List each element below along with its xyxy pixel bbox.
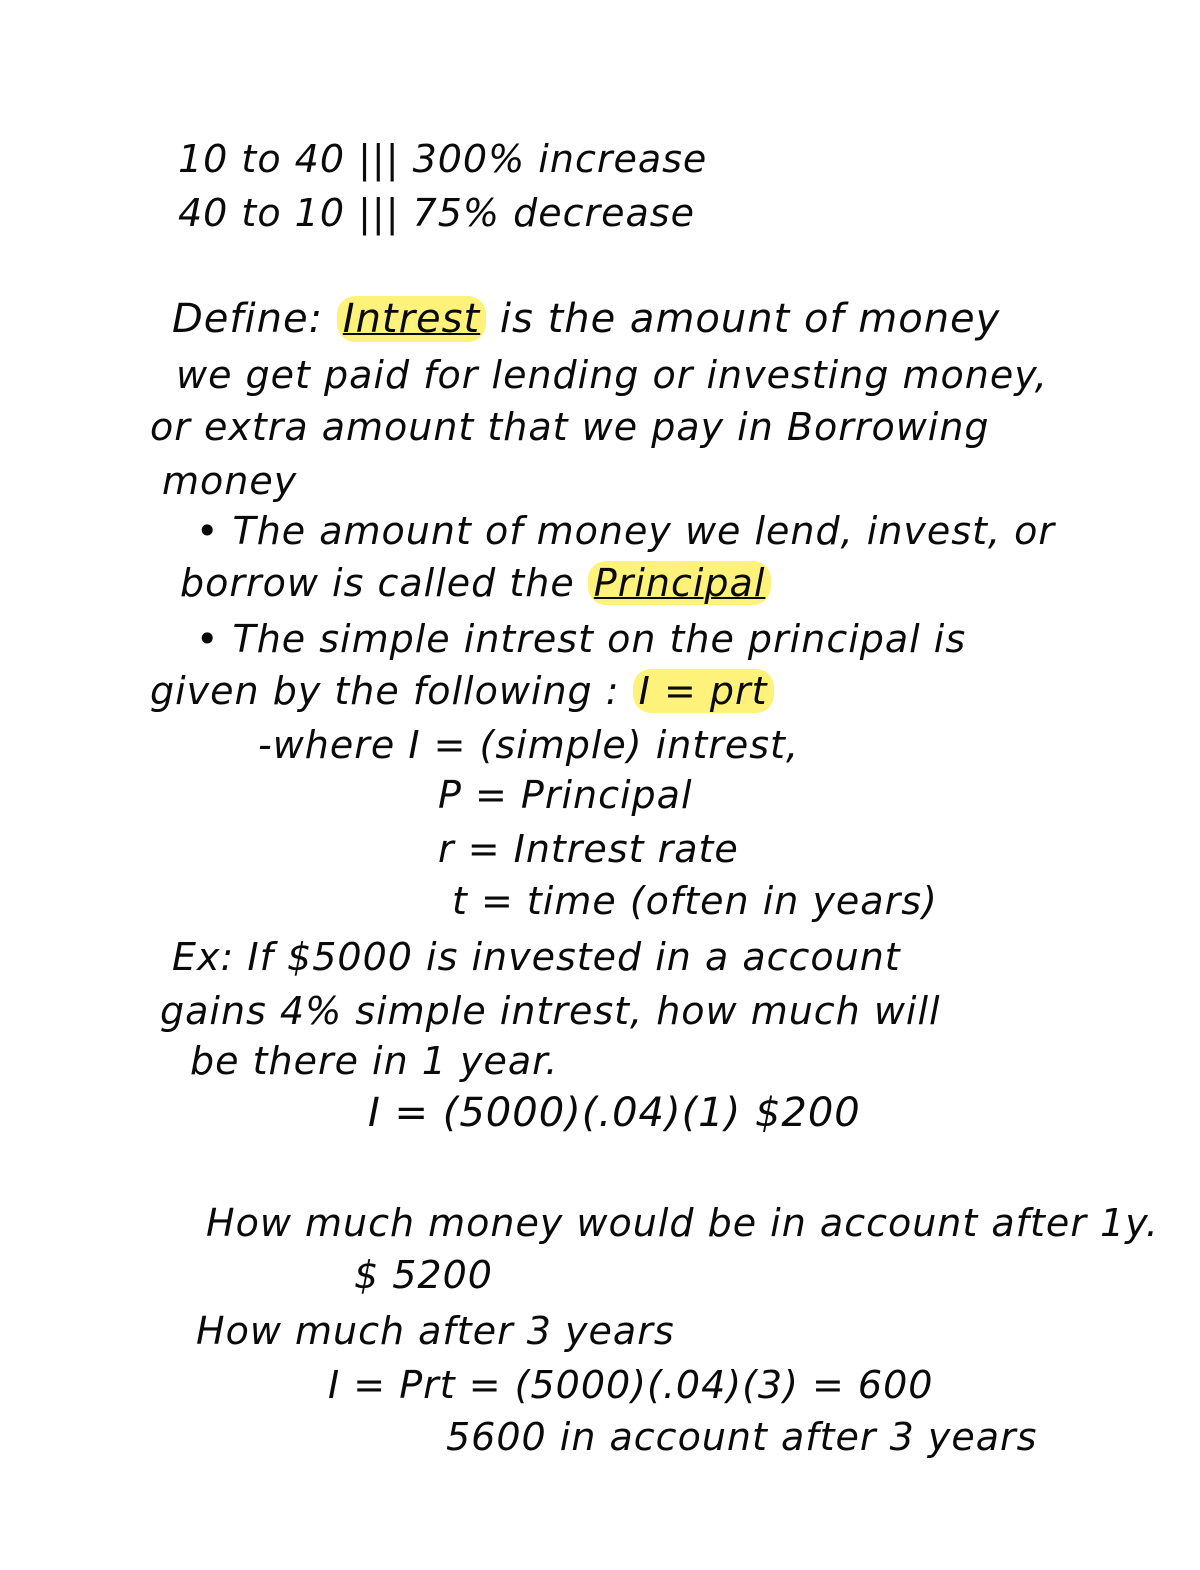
note-example-3: be there in 1 year. xyxy=(190,1039,559,1083)
define-label: Define: xyxy=(172,296,324,342)
note-example-1: Ex: If $5000 is invested in a account xyxy=(172,935,901,979)
note-line-definition-4: money xyxy=(162,459,298,503)
note-line-percent-decrease: 40 to 10 ||| 75% decrease xyxy=(178,191,695,235)
note-question-2: How much after 3 years xyxy=(196,1309,675,1353)
note-where-i: -where I = (simple) intrest, xyxy=(258,723,800,767)
note-line-define xyxy=(172,296,1000,342)
term-intrest: Intrest xyxy=(337,296,486,342)
note-bullet-principal-1: • The amount of money we lend, invest, or xyxy=(196,509,1056,553)
note-answer-1: $ 5200 xyxy=(354,1253,493,1297)
note-example-2: gains 4% simple intrest, how much will xyxy=(160,989,941,1033)
note-line-percent-increase: 10 to 40 ||| 300% increase xyxy=(178,137,708,181)
define-text: is the amount of money xyxy=(499,296,1001,342)
note-bullet-principal-2 xyxy=(180,560,771,606)
note-line-definition-2: we get paid for lending or investing money, xyxy=(176,353,1048,397)
note-where-r: r = Intrest rate xyxy=(438,827,739,871)
note-where-p: P = Principal xyxy=(438,773,693,817)
note-line-definition-3: or extra amount that we pay in Borrowing xyxy=(150,405,990,449)
note-question-1: How much money would be in account after 1y. xyxy=(206,1201,1159,1245)
note-bullet-simple-interest-2 xyxy=(150,668,774,714)
note-where-t: t = time (often in years) xyxy=(452,879,938,923)
note-answer-2-calc: I = Prt = (5000)(.04)(3) = 600 xyxy=(328,1363,934,1407)
formula-intro: given by the following : xyxy=(150,669,620,713)
formula-i-prt: I = prt xyxy=(633,669,774,713)
note-example-calc: I = (5000)(.04)(1) $200 xyxy=(368,1090,861,1136)
note-answer-2: 5600 in account after 3 years xyxy=(446,1415,1038,1459)
term-principal: Principal xyxy=(588,561,772,605)
principal-text: borrow is called the xyxy=(180,561,575,605)
note-bullet-simple-interest-1: • The simple intrest on the principal is xyxy=(196,617,967,661)
